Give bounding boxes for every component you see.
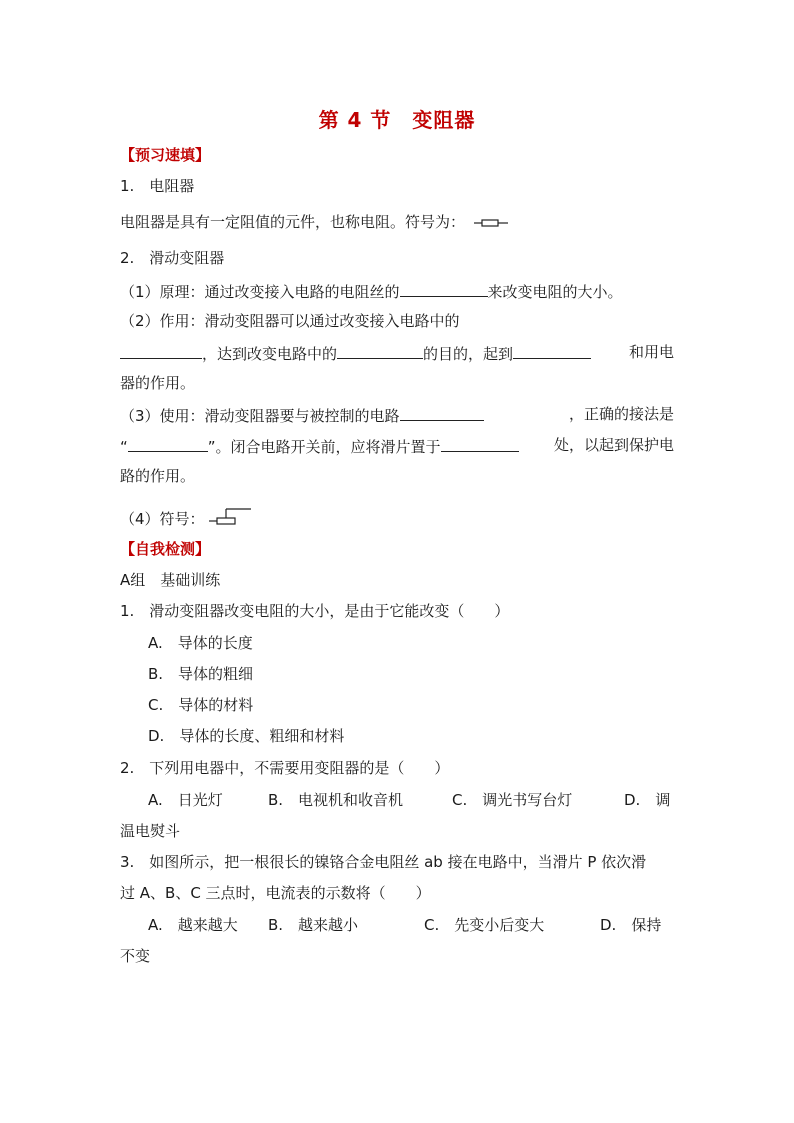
- q1-option-b[interactable]: B. 导体的粗细: [148, 665, 254, 683]
- q2-stem: 2. 下列用电器中，不需要用变阻器的是（ ）: [120, 759, 450, 777]
- q2-option-a[interactable]: A. 日光灯: [148, 791, 223, 809]
- function-text-d: 和用电: [628, 343, 674, 361]
- usage-text-d: ”。闭合电路开关前，应将滑片置于: [207, 438, 441, 456]
- principle-text-end: 来改变电阻的大小。: [487, 283, 623, 301]
- usage-line-2: [120, 435, 674, 457]
- q3-stem-line-2: 过 A、B、C 三点时，电流表的示数将（ ）: [120, 884, 431, 902]
- resistor-definition: [120, 212, 508, 232]
- function-line-1: （2）作用：滑动变阻器可以通过改变接入电路中的: [120, 312, 460, 330]
- principle-blank[interactable]: [400, 280, 488, 297]
- function-text-b: ，达到改变电路中的: [202, 345, 338, 363]
- q2-option-b[interactable]: B. 电视机和收音机: [268, 791, 404, 809]
- usage-blank-3[interactable]: [441, 435, 519, 452]
- usage-blank-1[interactable]: [400, 404, 484, 421]
- function-text-c: 的目的，起到: [423, 345, 514, 363]
- usage-text-a: （3）使用：滑动变阻器要与被控制的电路: [120, 407, 400, 425]
- symbol-label: （4）符号：: [120, 510, 205, 528]
- q1-stem: 1. 滑动变阻器改变电阻的大小，是由于它能改变（ ）: [120, 602, 510, 620]
- q3-stem-line-1: 3. 如图所示，把一根很长的镍铬合金电阻丝 ab 接在电路中，当滑片 P 依次滑: [120, 853, 647, 871]
- function-line-3: 器的作用。: [120, 374, 196, 392]
- q2-option-d-cont: 温电熨斗: [120, 822, 181, 840]
- usage-line-3: 路的作用。: [120, 467, 196, 485]
- preview-section-header: 【预习速填】: [120, 146, 211, 164]
- resistor-definition-text: 电阻器是具有一定阻值的元件，也称电阻。符号为：: [120, 213, 466, 231]
- usage-blank-2[interactable]: [128, 435, 208, 452]
- usage-line-1: [120, 404, 674, 426]
- q3-option-d-cont: 不变: [120, 947, 151, 965]
- function-line-2: [120, 342, 674, 364]
- usage-text-b: ，正确的接法是: [568, 405, 674, 423]
- q2-option-c[interactable]: C. 调光书写台灯: [452, 791, 573, 809]
- rheostat-symbol-icon: [209, 506, 253, 528]
- q1-option-a[interactable]: A. 导体的长度: [148, 634, 253, 652]
- principle-text: （1）原理：通过改变接入电路的电阻丝的: [120, 283, 400, 301]
- usage-open-quote: “: [120, 438, 128, 456]
- q1-option-d[interactable]: D. 导体的长度、粗细和材料: [148, 727, 345, 745]
- item1-title: 1. 电阻器: [120, 177, 195, 195]
- q3-option-b[interactable]: B. 越来越小: [268, 916, 359, 934]
- group-a-title: A组 基础训练: [120, 571, 221, 589]
- function-blank-1[interactable]: [120, 342, 202, 359]
- selfcheck-section-header: 【自我检测】: [120, 540, 211, 558]
- principle-line: [120, 280, 623, 302]
- page-title: 第 4 节 变阻器: [318, 108, 476, 132]
- item2-title: 2. 滑动变阻器: [120, 249, 225, 267]
- q2-option-d[interactable]: D. 调: [624, 791, 671, 809]
- usage-text-e: 处，以起到保护电: [553, 436, 674, 454]
- function-blank-2[interactable]: [337, 342, 423, 359]
- q1-option-c[interactable]: C. 导体的材料: [148, 696, 254, 714]
- q3-option-c[interactable]: C. 先变小后变大: [424, 916, 545, 934]
- q3-option-d[interactable]: D. 保持: [600, 916, 662, 934]
- q3-option-a[interactable]: A. 越来越大: [148, 916, 238, 934]
- function-blank-3[interactable]: [513, 342, 591, 359]
- symbol-line: [120, 506, 253, 529]
- resistor-symbol-icon: [474, 216, 508, 230]
